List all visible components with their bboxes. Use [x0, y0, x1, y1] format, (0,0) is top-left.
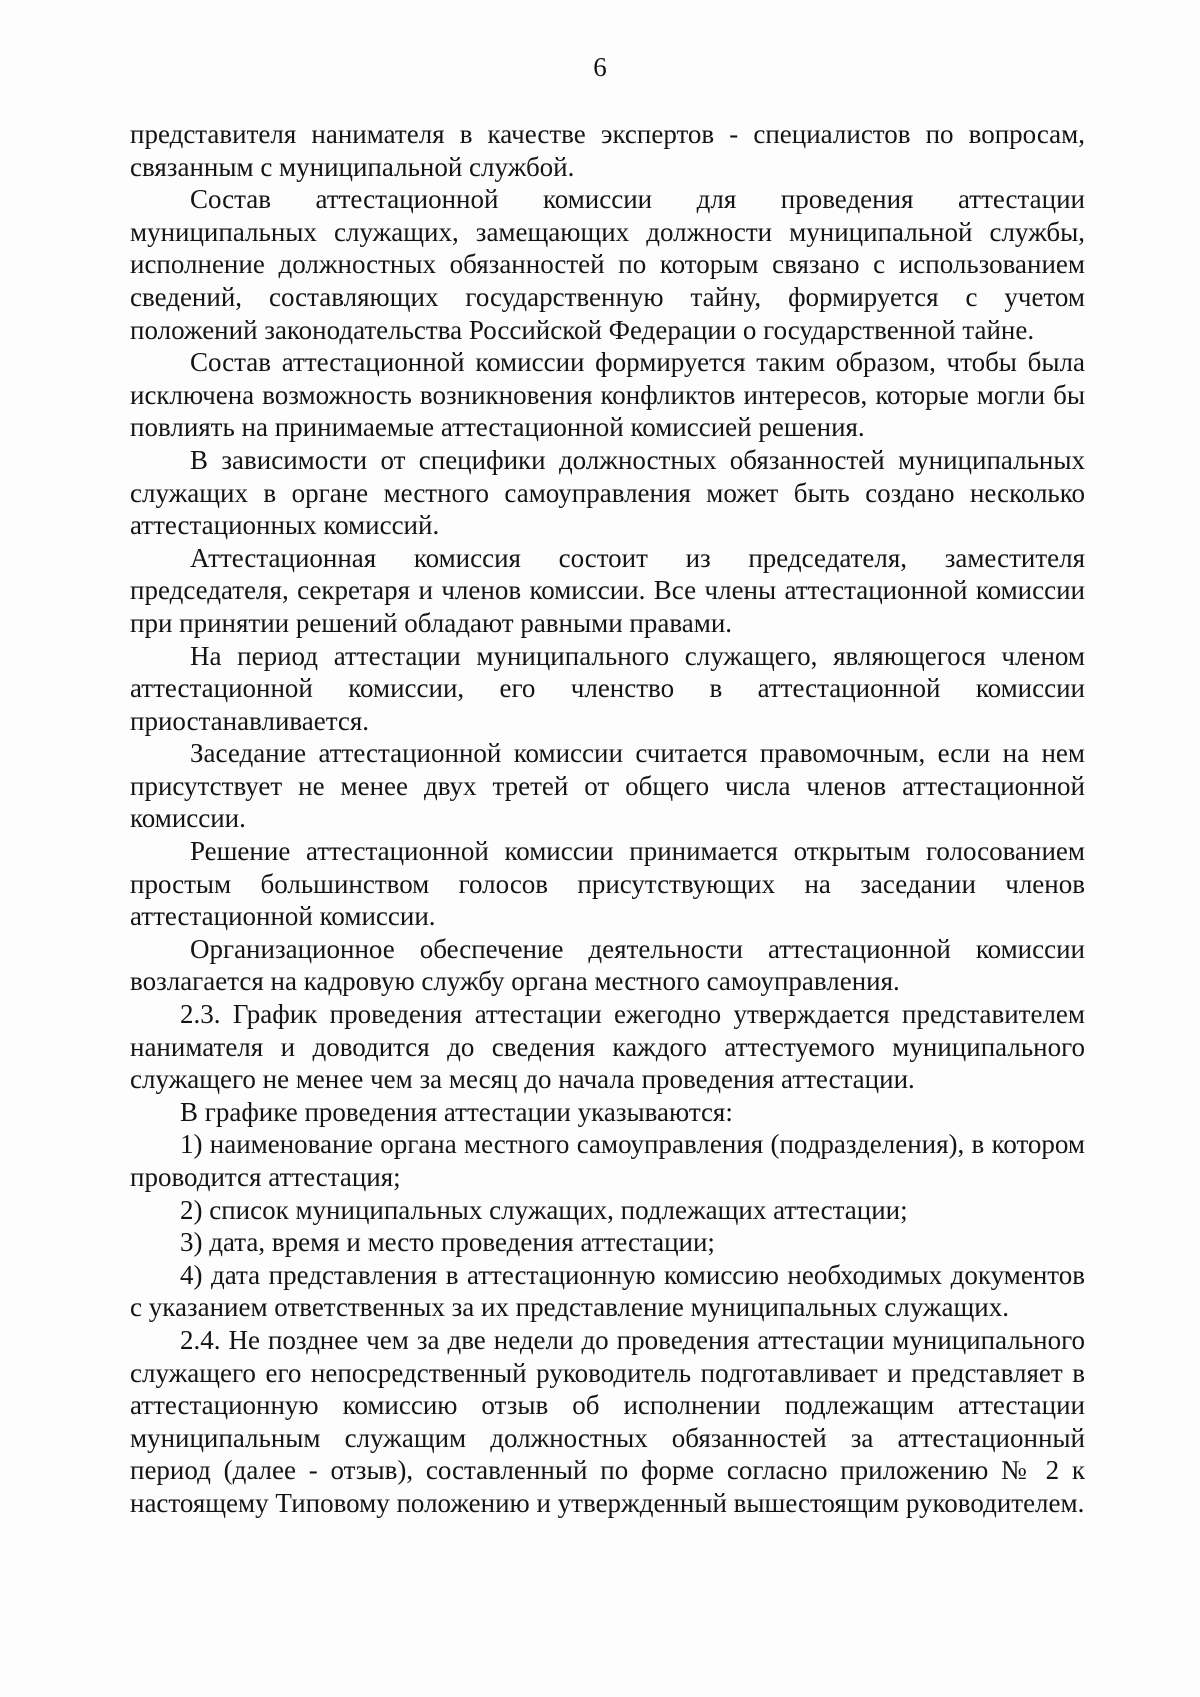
- list-item-1: 1) наименование органа местного самоуправления (подразделения), в котором проводится аттестация;: [130, 1129, 1085, 1192]
- paragraph-continuation: представителя нанимателя в качестве экспертов - специалистов по вопросам, связанным с муниципальной службой.: [130, 119, 1085, 182]
- paragraph-membership-suspension: На период аттестации муниципального служащего, являющегося членом аттестационной комиссии, его членство в аттестационной комиссии приостанавливается.: [130, 640, 1085, 736]
- paragraph-schedule-contents: В графике проведения аттестации указываются:: [180, 1096, 733, 1127]
- paragraph-section-2-3: 2.3. График проведения аттестации ежегодно утверждается представителем нанимателя и доводится до сведения каждого аттестуемого муниципального служащего не менее чем за месяц до начала проведения аттестации.: [130, 999, 1085, 1095]
- paragraph-voting: Решение аттестационной комиссии принимается открытым голосованием простым большинством голосов присутствующих на заседании членов аттестационной комиссии.: [130, 836, 1085, 932]
- paragraph-commission-secret: Состав аттестационной комиссии для проведения аттестации муниципальных служащих, замещающих должности муниципальной службы, исполнение должностных обязанностей по которым связано с использованием сведений, составляющих государственную тайну, формируется с учетом положений законодательства Российской Федерации о государственной тайне.: [130, 184, 1085, 345]
- document-body: [130, 118, 1085, 1520]
- list-item-2: 2) список муниципальных служащих, подлежащих аттестации;: [180, 1194, 908, 1225]
- paragraph-conflict-of-interest: Состав аттестационной комиссии формируется таким образом, чтобы была исключена возможность возникновения конфликтов интересов, которые могли бы повлиять на принимаемые аттестационной комиссией решения.: [130, 347, 1085, 443]
- page-number: 6: [593, 52, 607, 82]
- paragraph-multiple-commissions: В зависимости от специфики должностных обязанностей муниципальных служащих в органе местного самоуправления может быть создано несколько аттестационных комиссий.: [130, 444, 1085, 541]
- paragraph-commission-composition: Аттестационная комиссия состоит из председателя, заместителя председателя, секретаря и членов комиссии. Все члены аттестационной комиссии при принятии решений обладают равными правами.: [130, 542, 1085, 638]
- paragraph-section-2-4: 2.4. Не позднее чем за две недели до проведения аттестации муниципального служащего его непосредственный руководитель подготавливает и представляет в аттестационную комиссию отзыв об исполнении подлежащим аттестации муниципальным служащим должностных обязанностей за аттестационный период (далее - отзыв), составленный по форме согласно приложению № 2 к настоящему Типовому положению и утвержденный вышестоящим руководителем.: [130, 1324, 1085, 1518]
- list-item-3: 3) дата, время и место проведения аттестации;: [180, 1227, 715, 1258]
- paragraph-organizational-support: Организационное обеспечение деятельности аттестационной комиссии возлагается на кадровую службу органа местного самоуправления.: [130, 933, 1085, 997]
- list-item-4: 4) дата представления в аттестационную комиссию необходимых документов с указанием ответственных за их представление муниципальных служащих.: [130, 1259, 1085, 1323]
- paragraph-quorum: Заседание аттестационной комиссии считается правомочным, если на нем присутствует не менее двух третей от общего числа членов аттестационной комиссии.: [130, 738, 1085, 834]
